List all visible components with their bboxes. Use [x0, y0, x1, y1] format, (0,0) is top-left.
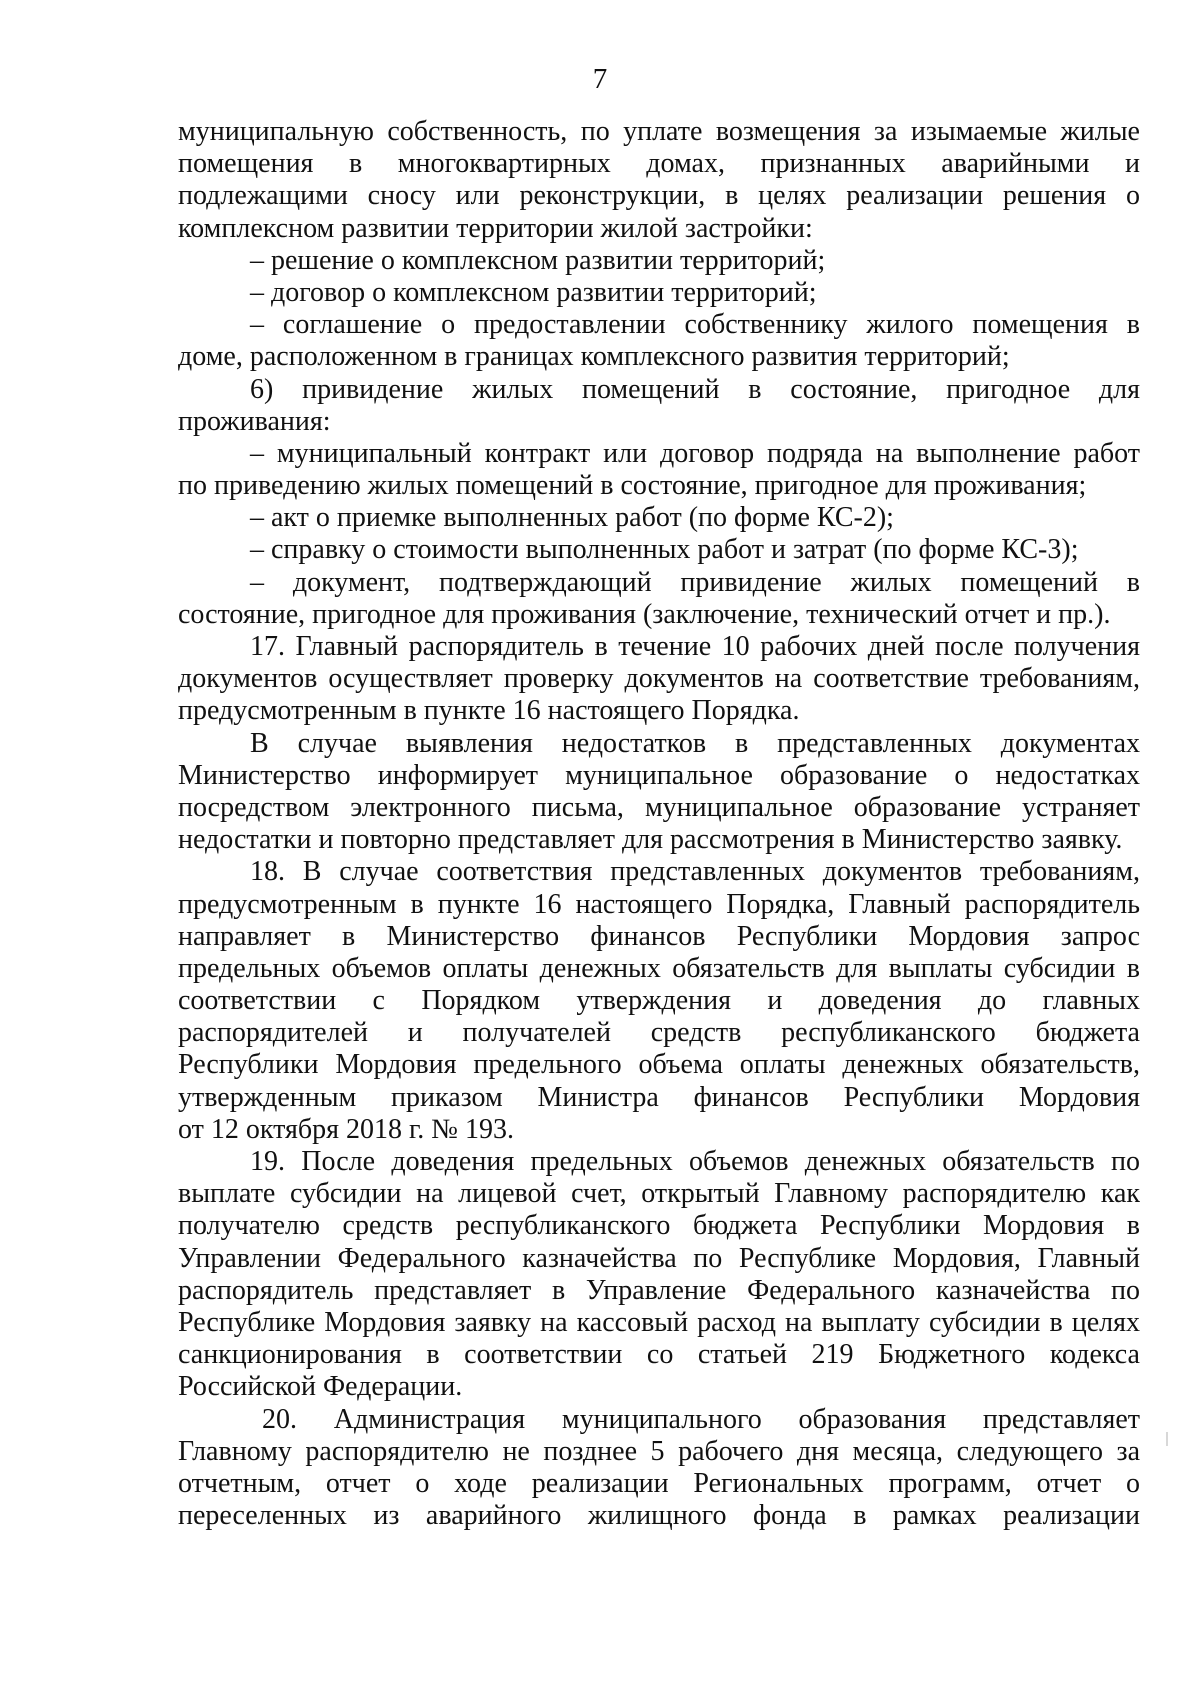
text-line: – договор о комплексном развитии территорий; [250, 276, 817, 308]
text-line: Республике Мордовия заявку на кассовый расход на выплату субсидии в целях [178, 1306, 1140, 1338]
text-line: доме, расположенном в границах комплексного развития территорий; [178, 341, 1010, 373]
text-line: 20. Администрация муниципального образования представляет [262, 1403, 1140, 1435]
text-line: посредством электронного письма, муниципальное образование устраняет [178, 791, 1140, 823]
text-line: распорядитель представляет в Управление Федерального казначейства по [178, 1274, 1140, 1306]
text-line: состояние, пригодное для проживания (заключение, технический отчет и пр.). [178, 598, 1111, 630]
text-line: – справку о стоимости выполненных работ и затрат (по форме КС-3); [250, 534, 1079, 566]
text-line: по приведению жилых помещений в состояние, пригодное для проживания; [178, 470, 1087, 502]
text-line: проживания: [178, 405, 331, 437]
text-line: отчетным, отчет о ходе реализации Региональных программ, отчет о [178, 1467, 1140, 1499]
text-line: – муниципальный контракт или договор подряда на выполнение работ [250, 437, 1140, 469]
text-line: 6) привидение жилых помещений в состояние, пригодное для [250, 373, 1140, 405]
text-line: получателю средств республиканского бюджета Республики Мордовия в [178, 1210, 1140, 1242]
text-line: Управлении Федерального казначейства по Республике Мордовия, Главный [178, 1242, 1140, 1274]
text-line: подлежащими сносу или реконструкции, в целях реализации решения о [178, 180, 1140, 212]
text-line: муниципальную собственность, по уплате возмещения за изымаемые жилые [178, 116, 1140, 147]
scan-artifact [1166, 1432, 1168, 1446]
text-line: распорядителей и получателей средств республиканского бюджета [178, 1017, 1140, 1049]
text-line: предельных объемов оплаты денежных обязательств для выплаты субсидии в [178, 952, 1140, 984]
text-line: Российской Федерации. [178, 1371, 463, 1403]
text-line: В случае выявления недостатков в представленных документах [250, 727, 1140, 759]
text-line: помещения в многоквартирных домах, признанных аварийными и [178, 148, 1140, 180]
page-number: 7 [592, 63, 608, 95]
text-line: санкционирования в соответствии со статьей 219 Бюджетного кодекса [178, 1339, 1140, 1371]
text-line: переселенных из аварийного жилищного фонда в рамках реализации [178, 1500, 1140, 1532]
text-line: Республики Мордовия предельного объема оплаты денежных обязательств, [178, 1049, 1140, 1081]
text-line: предусмотренным в пункте 16 настоящего Порядка. [178, 695, 800, 727]
text-line: предусмотренным в пункте 16 настоящего Порядка, Главный распорядитель [178, 888, 1140, 920]
text-line: комплексном развитии территории жилой застройки: [178, 212, 813, 244]
text-line: направляет в Министерство финансов Республики Мордовия запрос [178, 920, 1140, 952]
text-line: Главному распорядителю не позднее 5 рабочего дня месяца, следующего за [178, 1435, 1140, 1467]
text-line: недостатки и повторно представляет для рассмотрения в Министерство заявку. [178, 824, 1123, 856]
text-line: документов осуществляет проверку документов на соответствие требованиям, [178, 663, 1140, 695]
text-line: – акт о приемке выполненных работ (по форме КС-2); [250, 502, 894, 534]
text-line: 17. Главный распорядитель в течение 10 рабочих дней после получения [250, 631, 1140, 662]
text-line: от 12 октября 2018 г. № 193. [178, 1113, 515, 1145]
text-line: выплате субсидии на лицевой счет, открытый Главному распорядителю как [178, 1178, 1140, 1210]
text-line: утвержденным приказом Министра финансов Республики Мордовия [178, 1081, 1140, 1113]
document-body [178, 116, 1140, 1532]
text-line: Министерство информирует муниципальное образование о недостатках [178, 759, 1140, 791]
text-line: – документ, подтверждающий привидение жилых помещений в [250, 566, 1140, 598]
text-line: – соглашение о предоставлении собственнику жилого помещения в [250, 309, 1140, 341]
text-line: 19. После доведения предельных объемов денежных обязательств по [250, 1146, 1140, 1177]
text-line: – решение о комплексном развитии территорий; [250, 244, 826, 276]
text-line: 18. В случае соответствия представленных документов требованиям, [250, 856, 1140, 888]
text-line: соответствии с Порядком утверждения и доведения до главных [178, 985, 1140, 1017]
